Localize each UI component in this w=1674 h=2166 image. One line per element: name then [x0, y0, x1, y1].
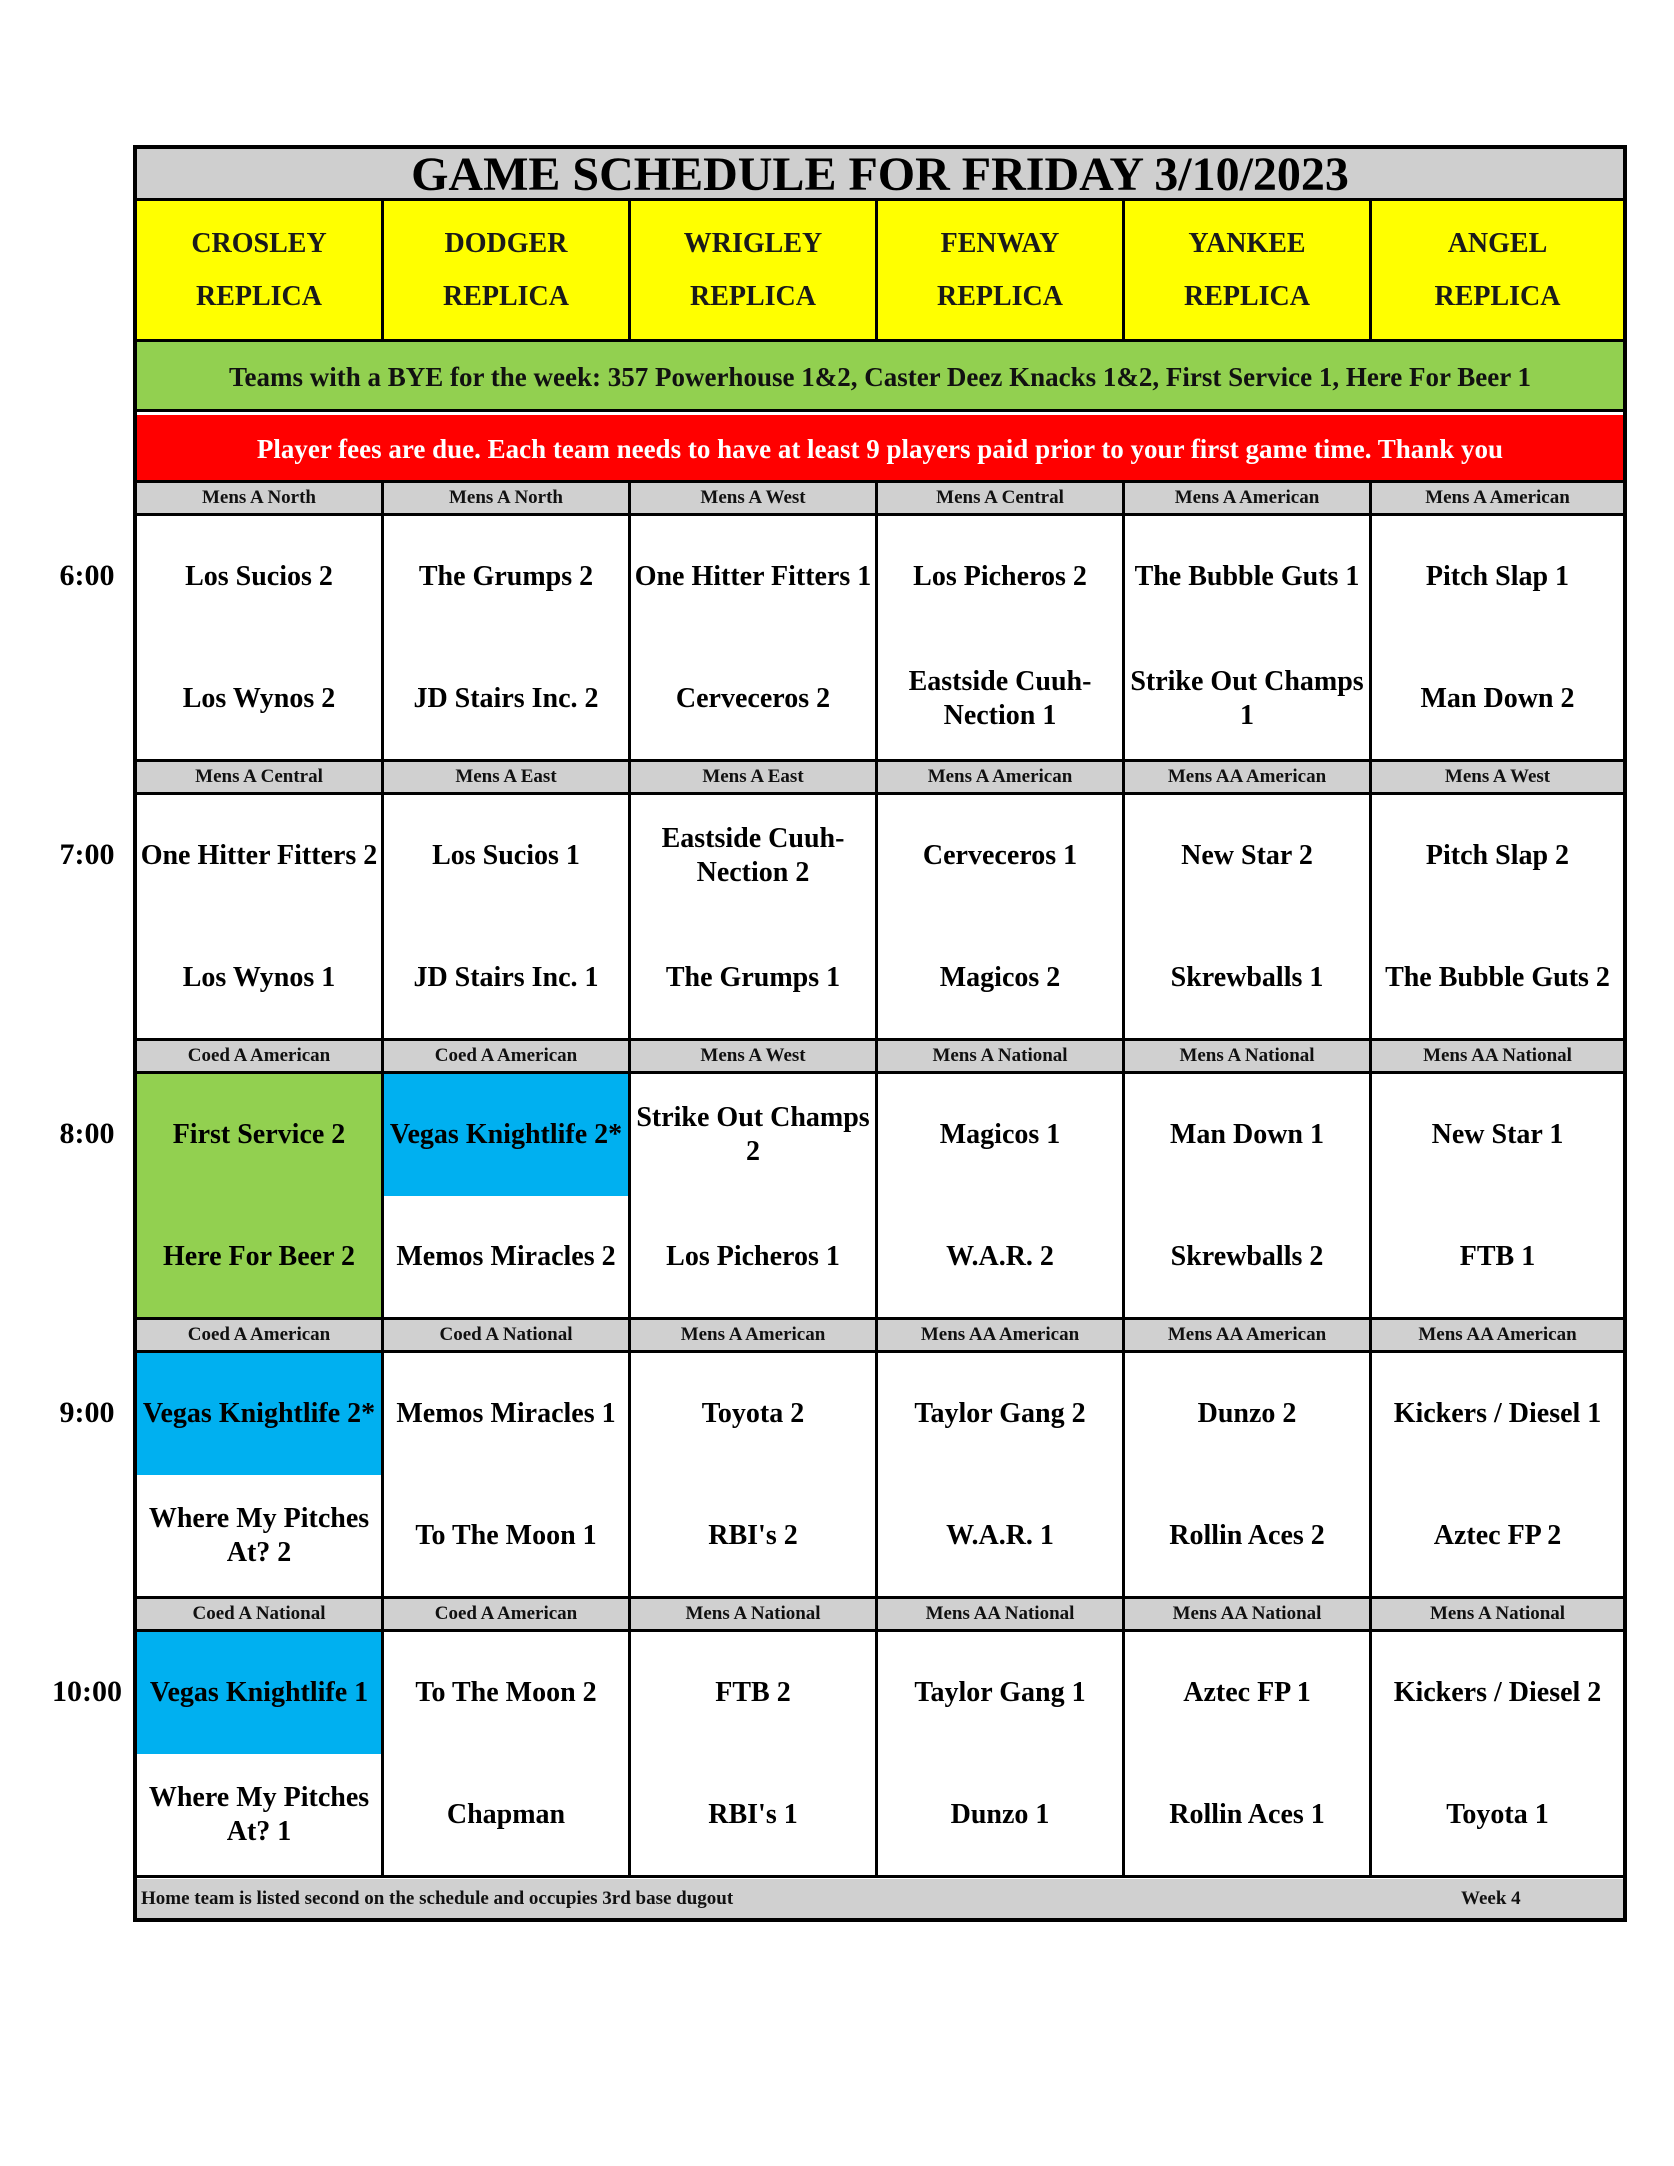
game-cell [384, 1074, 631, 1320]
away-team: Cerveceros 1 [922, 840, 1078, 871]
division-label: Mens AA American [1125, 1320, 1372, 1353]
home-team: Rollin Aces 2 [1169, 1519, 1325, 1551]
away-team: Dunzo 2 [1197, 1398, 1297, 1429]
game-cell [631, 1632, 878, 1878]
division-label: Mens AA National [1125, 1599, 1372, 1632]
away-team: New Star 2 [1181, 840, 1313, 871]
division-label: Mens A West [1372, 762, 1623, 795]
away-team: Taylor Gang 2 [914, 1398, 1086, 1429]
time-label: 7:00 [59, 838, 115, 871]
game-cell [1372, 1074, 1623, 1320]
game-cell [631, 1074, 878, 1320]
bye-notice: Teams with a BYE for the week: 357 Powerhouse 1&2, Caster Deez Knacks 1&2, First Service 1, Here For Beer 1 [137, 342, 1623, 412]
home-team: Where My Pitches At? 2 [148, 1502, 370, 1568]
division-label: Mens A National [1125, 1041, 1372, 1074]
time-label: 10:00 [52, 1675, 122, 1708]
game-cell [631, 1353, 878, 1599]
home-team: Los Picheros 1 [666, 1240, 840, 1272]
footer-note: Home team is listed second on the schedule and occupies 3rd base dugout [141, 1888, 734, 1909]
home-team: Magicos 2 [939, 961, 1061, 993]
away-team: Los Sucios 2 [185, 561, 333, 592]
home-team: Skrewballs 1 [1170, 961, 1324, 993]
home-team: W.A.R. 2 [946, 1240, 1054, 1272]
game-cell [1125, 1632, 1372, 1878]
field-sub: REPLICA [689, 281, 816, 312]
game-cell [384, 516, 631, 762]
field-name: WRIGLEY [683, 228, 823, 259]
away-team: Los Picheros 2 [913, 561, 1087, 592]
away-team: Pitch Slap 2 [1425, 840, 1570, 871]
field-sub: REPLICA [442, 281, 569, 312]
away-team: Strike Out Champs 2 [636, 1102, 870, 1167]
home-team: Where My Pitches At? 1 [148, 1781, 370, 1847]
away-team: FTB 2 [715, 1677, 791, 1708]
away-team: Eastside Cuuh-Nection 2 [661, 823, 845, 888]
away-team: One Hitter Fitters 2 [140, 840, 378, 871]
division-label: Mens A American [1125, 483, 1372, 516]
home-team: To The Moon 1 [415, 1519, 597, 1551]
division-label: Mens A National [878, 1041, 1125, 1074]
away-team: Pitch Slap 1 [1425, 561, 1570, 592]
home-team: JD Stairs Inc. 1 [413, 961, 599, 993]
away-team: Kickers / Diesel 1 [1393, 1398, 1602, 1429]
field-sub: REPLICA [936, 281, 1063, 312]
home-team: Cerveceros 2 [675, 682, 831, 714]
game-cell [1372, 1632, 1623, 1878]
division-label: Mens A American [631, 1320, 878, 1353]
division-label: Mens A National [1372, 1599, 1623, 1632]
away-team: First Service 2 [137, 1074, 381, 1196]
home-team: Aztec FP 2 [1433, 1519, 1562, 1551]
away-team: Kickers / Diesel 2 [1393, 1677, 1602, 1708]
game-cell [878, 1632, 1125, 1878]
away-team: Vegas Knightlife 2* [384, 1074, 628, 1196]
game-cell [137, 1074, 384, 1320]
field-sub: REPLICA [1183, 281, 1310, 312]
division-label: Mens A Central [137, 762, 384, 795]
schedule-sheet [133, 145, 1627, 1922]
page-title: GAME SCHEDULE FOR FRIDAY 3/10/2023 [137, 149, 1623, 201]
game-cell [137, 795, 384, 1041]
week-label: Week 4 [1461, 1888, 1521, 1909]
division-label: Mens A North [384, 483, 631, 516]
game-cell [631, 516, 878, 762]
game-cell [137, 1632, 384, 1878]
game-cell [137, 516, 384, 762]
home-team: RBI's 1 [708, 1798, 798, 1830]
home-team: Skrewballs 2 [1170, 1240, 1324, 1272]
division-label: Mens A East [384, 762, 631, 795]
game-cell [1125, 1353, 1372, 1599]
field-name: CROSLEY [191, 228, 327, 259]
division-label: Mens A American [1372, 483, 1623, 516]
division-label: Mens A American [878, 762, 1125, 795]
away-team: One Hitter Fitters 1 [634, 561, 872, 592]
division-label: Coed A American [137, 1320, 384, 1353]
division-label: Mens A Central [878, 483, 1125, 516]
away-team: Memos Miracles 1 [396, 1398, 616, 1429]
away-team: Los Sucios 1 [432, 840, 580, 871]
home-team: JD Stairs Inc. 2 [413, 682, 599, 714]
game-cell [878, 1074, 1125, 1320]
field-sub: REPLICA [1434, 281, 1561, 312]
time-label: 6:00 [59, 559, 115, 592]
game-cell [1125, 516, 1372, 762]
field-name: ANGEL [1447, 228, 1548, 259]
division-label: Mens A National [631, 1599, 878, 1632]
home-team: RBI's 2 [708, 1519, 798, 1551]
away-team: To The Moon 2 [415, 1677, 597, 1708]
game-cell [878, 1353, 1125, 1599]
home-team: Rollin Aces 1 [1169, 1798, 1325, 1830]
division-label: Coed A National [137, 1599, 384, 1632]
home-team: Toyota 1 [1446, 1798, 1549, 1830]
division-label: Coed A American [137, 1041, 384, 1074]
game-cell [1372, 795, 1623, 1041]
away-team: New Star 1 [1431, 1119, 1564, 1150]
field-header [384, 201, 631, 342]
footer-bar [137, 1879, 1623, 1918]
game-cell [1372, 516, 1623, 762]
division-label: Mens AA American [1125, 762, 1372, 795]
division-label: Coed A American [384, 1599, 631, 1632]
field-sub: REPLICA [195, 281, 322, 312]
away-team: Aztec FP 1 [1183, 1677, 1311, 1708]
game-cell [137, 1353, 384, 1599]
fees-notice: Player fees are due. Each team needs to have at least 9 players paid prior to your first game time. Thank you [137, 415, 1623, 483]
field-header [631, 201, 878, 342]
away-team: Vegas Knightlife 1 [137, 1632, 381, 1754]
time-label: 9:00 [59, 1396, 115, 1429]
field-header [1125, 201, 1372, 342]
home-team: Los Wynos 2 [182, 682, 336, 714]
game-cell [1125, 1074, 1372, 1320]
field-name: DODGER [444, 228, 568, 259]
home-team: Memos Miracles 2 [396, 1240, 616, 1272]
field-name: YANKEE [1188, 228, 1306, 259]
game-cell [384, 1353, 631, 1599]
field-header [878, 201, 1125, 342]
game-cell [1372, 1353, 1623, 1599]
home-team: Strike Out Champs 1 [1130, 665, 1364, 731]
home-team: Man Down 2 [1420, 682, 1575, 714]
home-team: Dunzo 1 [950, 1798, 1050, 1830]
field-name: FENWAY [940, 228, 1060, 259]
home-team: The Grumps 1 [665, 961, 841, 993]
away-team: The Bubble Guts 1 [1134, 561, 1360, 592]
division-label: Mens A West [631, 1041, 878, 1074]
division-label: Mens AA American [878, 1320, 1125, 1353]
game-cell [878, 795, 1125, 1041]
game-cell [384, 1632, 631, 1878]
division-label: Coed A National [384, 1320, 631, 1353]
game-cell [631, 795, 878, 1041]
division-label: Coed A American [384, 1041, 631, 1074]
away-team: Magicos 1 [939, 1119, 1061, 1150]
home-team: The Bubble Guts 2 [1385, 961, 1610, 993]
game-cell [878, 516, 1125, 762]
away-team: Man Down 1 [1169, 1119, 1324, 1150]
away-team: The Grumps 2 [418, 561, 594, 592]
game-cell [1125, 795, 1372, 1041]
away-team: Vegas Knightlife 2* [137, 1353, 381, 1475]
home-team: Here For Beer 2 [137, 1196, 381, 1317]
home-team: Eastside Cuuh-Nection 1 [908, 665, 1092, 731]
game-cell [384, 795, 631, 1041]
division-label: Mens A West [631, 483, 878, 516]
division-label: Mens AA American [1372, 1320, 1623, 1353]
home-team: W.A.R. 1 [946, 1519, 1054, 1551]
away-team: Taylor Gang 1 [914, 1677, 1086, 1708]
division-label: Mens AA National [1372, 1041, 1623, 1074]
division-label: Mens A East [631, 762, 878, 795]
away-team: Toyota 2 [701, 1398, 805, 1429]
home-team: FTB 1 [1459, 1240, 1536, 1272]
division-label: Mens AA National [878, 1599, 1125, 1632]
home-team: Los Wynos 1 [182, 961, 336, 993]
home-team: Chapman [446, 1798, 566, 1830]
division-label: Mens A North [137, 483, 384, 516]
time-label: 8:00 [59, 1117, 115, 1150]
field-header [1372, 201, 1623, 342]
field-header [137, 201, 384, 342]
